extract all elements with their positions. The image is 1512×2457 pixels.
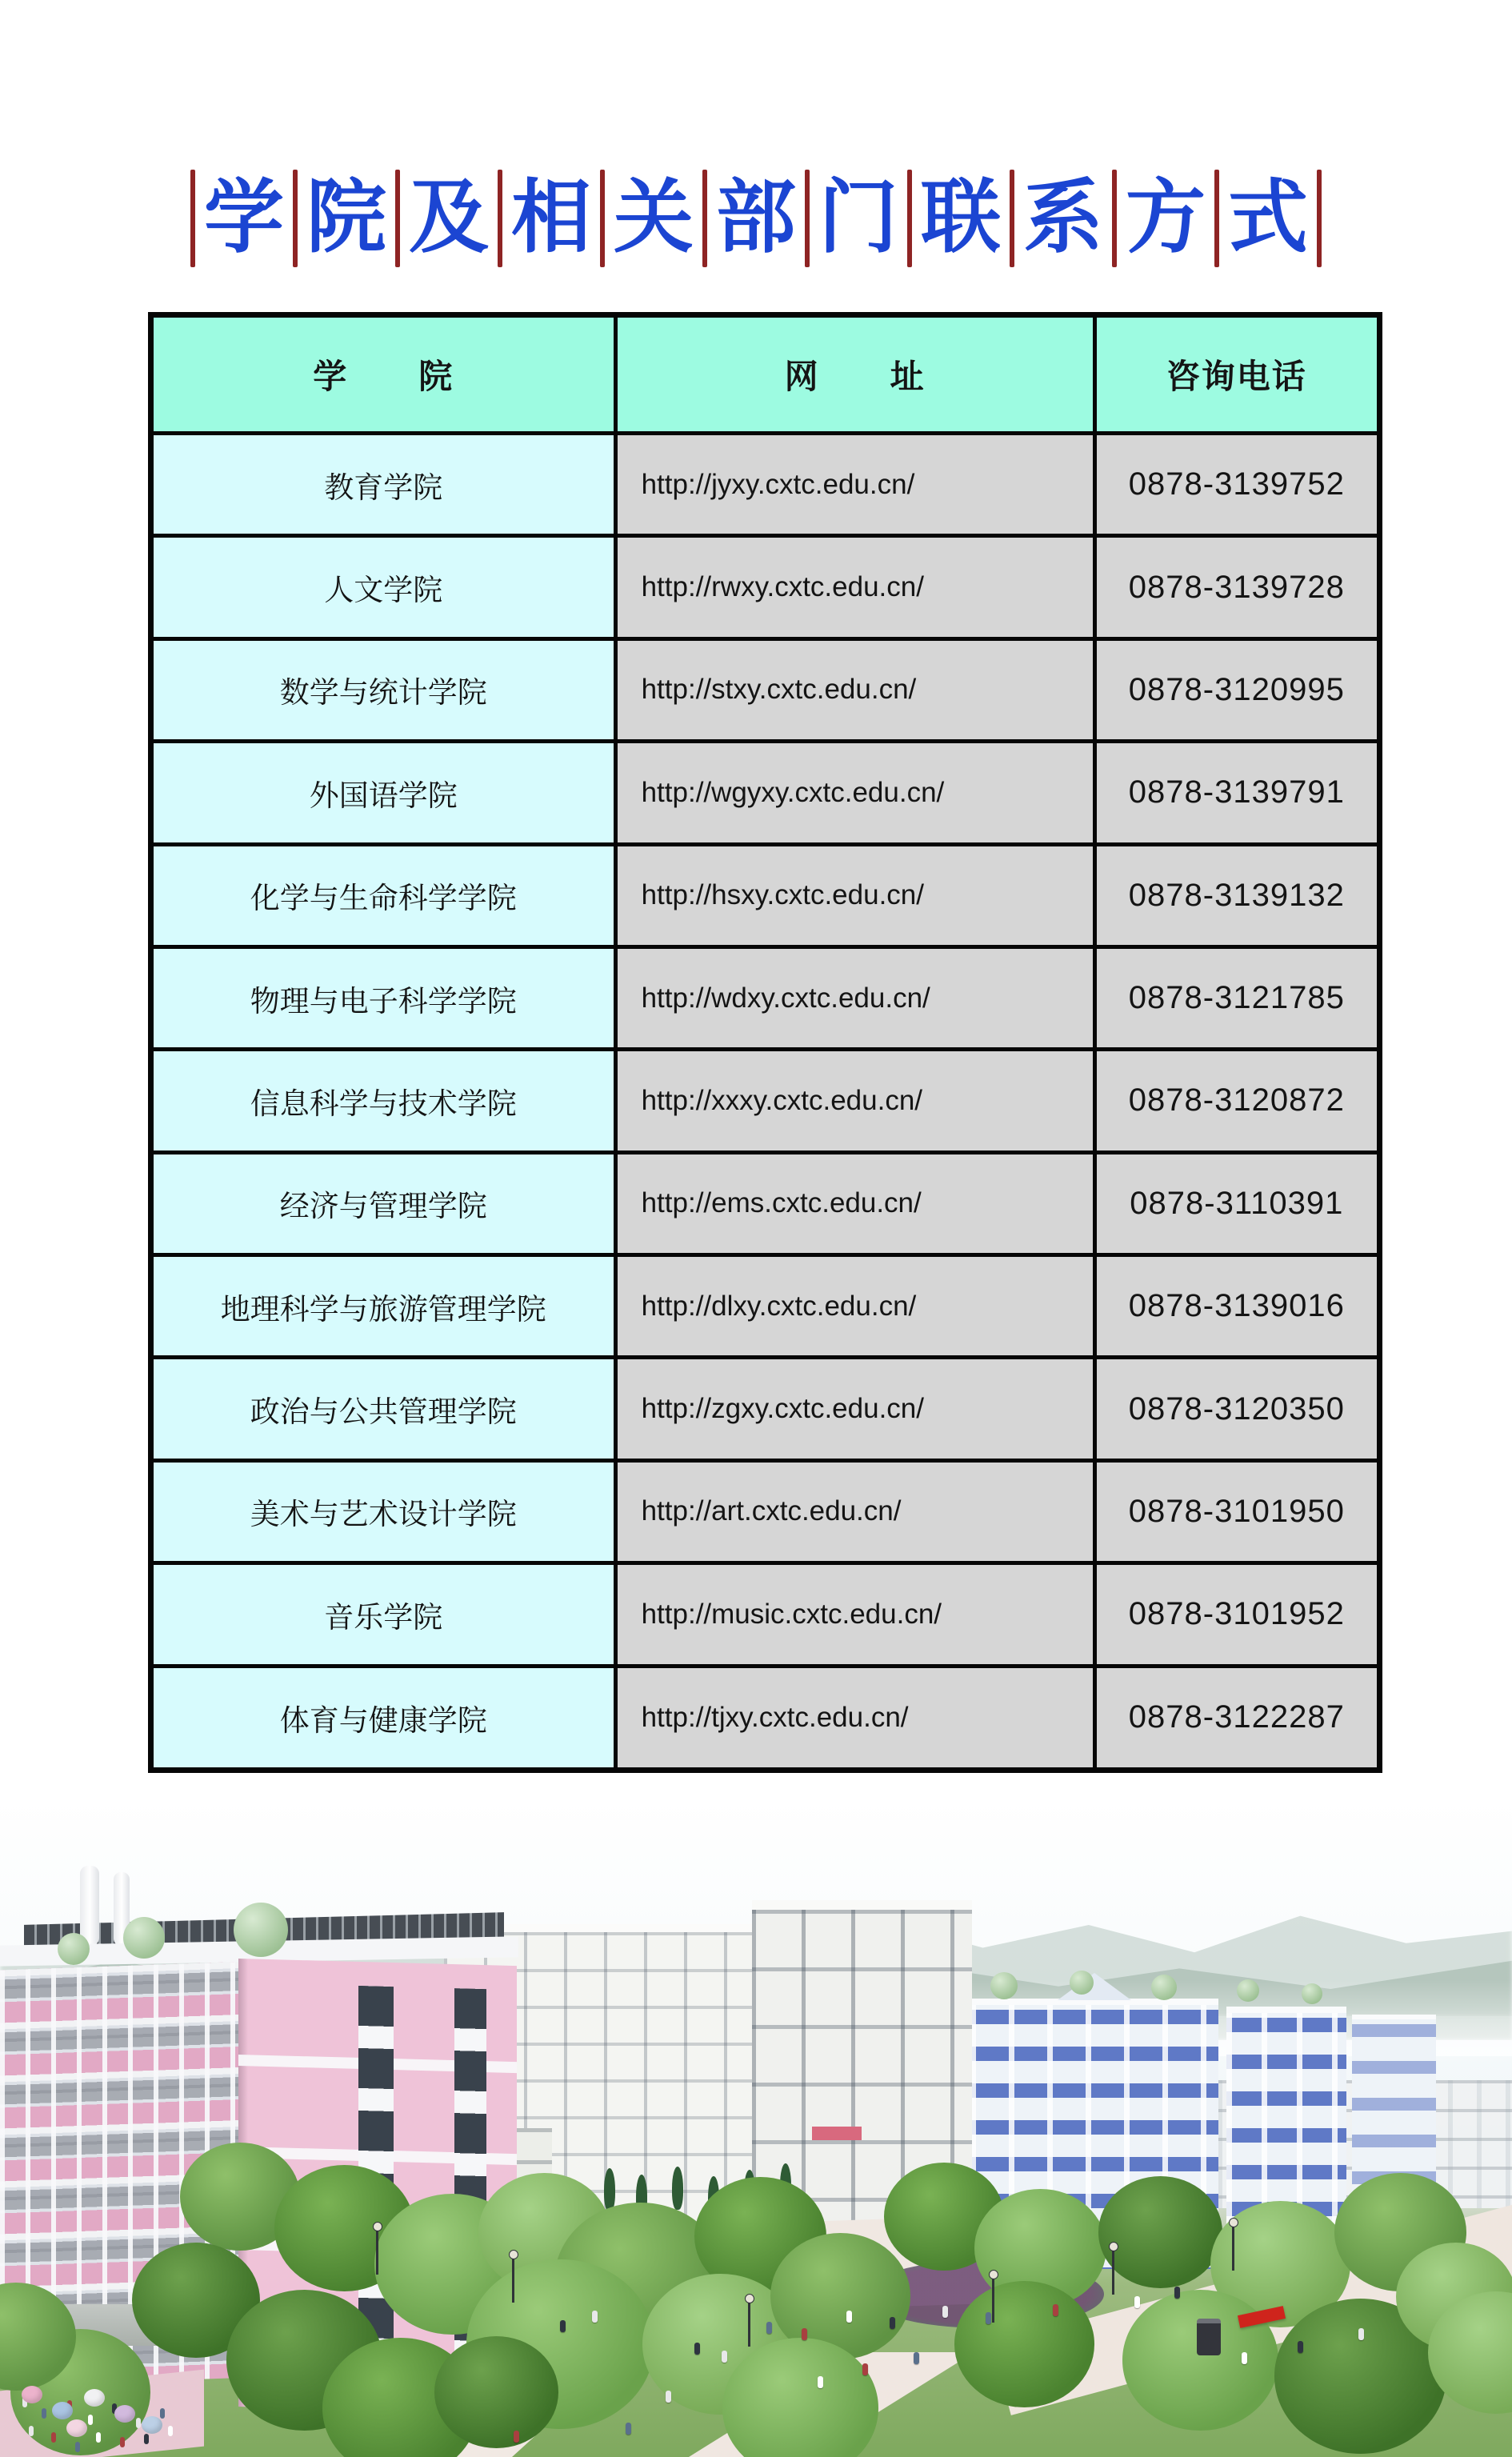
umbrella-icon (84, 2389, 105, 2407)
lamp-post (512, 2256, 514, 2303)
table-row (151, 1666, 1380, 1771)
crowd-person (144, 2434, 149, 2444)
table-row (151, 1152, 1380, 1255)
title-divider (1214, 170, 1219, 267)
person (942, 2306, 948, 2318)
person (560, 2320, 566, 2332)
college-phone: 0878-3101952 (1094, 1563, 1379, 1666)
lamp-head-icon (989, 2270, 998, 2279)
person (890, 2317, 895, 2329)
person (1242, 2352, 1247, 2364)
lamp-head-icon (373, 2222, 382, 2231)
title-divider (1010, 170, 1014, 267)
crowd-person (120, 2437, 125, 2447)
college-website: http://hsxy.cxtc.edu.cn/ (615, 844, 1094, 946)
title-character: 门 (818, 174, 898, 262)
contact-table (148, 312, 1382, 1773)
college-website: http://ems.cxtc.edu.cn/ (615, 1152, 1094, 1255)
person (592, 2311, 598, 2323)
title-character: 关 (614, 174, 694, 262)
college-phone: 0878-3121785 (1094, 946, 1379, 1049)
title-character: 相 (511, 174, 591, 262)
college-phone: 0878-3120350 (1094, 1358, 1379, 1460)
table-header-row (151, 315, 1380, 434)
crowd-person (88, 2415, 93, 2425)
table-row (151, 434, 1380, 536)
water-tank-sphere-icon (234, 1903, 288, 1957)
title-character: 联 (921, 174, 1001, 262)
table-row (151, 1050, 1380, 1152)
title-divider (805, 170, 810, 267)
col-header-college: 学 院 (151, 315, 616, 434)
photo-entrance-sign (812, 2127, 862, 2140)
crowd-person (75, 2442, 80, 2452)
college-website: http://wgyxy.cxtc.edu.cn/ (615, 742, 1094, 844)
college-website: http://music.cxtc.edu.cn/ (615, 1563, 1094, 1666)
title-character: 院 (306, 174, 386, 262)
title-character: 式 (1228, 174, 1308, 262)
person (1174, 2287, 1180, 2299)
college-website: http://tjxy.cxtc.edu.cn/ (615, 1666, 1094, 1771)
college-website: http://art.cxtc.edu.cn/ (615, 1460, 1094, 1563)
person (766, 2322, 772, 2334)
title-divider (600, 170, 605, 267)
college-phone: 0878-3139791 (1094, 742, 1379, 844)
college-phone: 0878-3122287 (1094, 1666, 1379, 1771)
title-divider (395, 170, 400, 267)
college-website: http://rwxy.cxtc.edu.cn/ (615, 536, 1094, 638)
college-phone: 0878-3139752 (1094, 434, 1379, 536)
lamp-post (376, 2228, 378, 2275)
water-tank-sphere-icon (990, 1972, 1018, 1999)
college-name: 信息科学与技术学院 (151, 1050, 616, 1152)
lamp-post (992, 2276, 994, 2323)
person (1358, 2328, 1364, 2340)
person (694, 2343, 700, 2355)
person (818, 2376, 823, 2388)
college-website: http://jyxy.cxtc.edu.cn/ (615, 434, 1094, 536)
college-phone: 0878-3139132 (1094, 844, 1379, 946)
lamp-head-icon (1229, 2218, 1238, 2227)
lamp-post (748, 2300, 750, 2347)
photo-roof-pediment (1058, 1973, 1131, 2000)
crowd-person (160, 2408, 165, 2419)
crowd-person (168, 2426, 173, 2436)
title-character: 及 (409, 174, 489, 262)
title-divider (293, 170, 298, 267)
crowd-person (29, 2426, 34, 2436)
table-row (151, 536, 1380, 638)
tree (1098, 2176, 1222, 2288)
table-row (151, 844, 1380, 946)
photo-top-fade (0, 1792, 1512, 1848)
crowd-person (96, 2432, 101, 2443)
table-row (151, 1255, 1380, 1358)
college-name: 地理科学与旅游管理学院 (151, 1255, 616, 1358)
umbrella-icon (114, 2405, 135, 2423)
college-website: http://dlxy.cxtc.edu.cn/ (615, 1255, 1094, 1358)
college-name: 音乐学院 (151, 1563, 616, 1666)
title-divider (702, 170, 707, 267)
table-row (151, 1460, 1380, 1563)
person (666, 2391, 671, 2403)
title-divider (1317, 170, 1322, 267)
title-character: 系 (1023, 174, 1103, 262)
crowd-person (136, 2418, 141, 2428)
crowd-person (42, 2408, 46, 2419)
college-website: http://wdxy.cxtc.edu.cn/ (615, 946, 1094, 1049)
crowd-person (51, 2432, 56, 2443)
photo-small-vehicle (1197, 2319, 1221, 2355)
college-phone: 0878-3101950 (1094, 1460, 1379, 1563)
table-row (151, 946, 1380, 1049)
title-character: 方 (1126, 174, 1206, 262)
water-tank-sphere-icon (1237, 1979, 1259, 2002)
person (986, 2312, 991, 2324)
person (722, 2351, 727, 2363)
lamp-head-icon (745, 2294, 754, 2303)
person (846, 2311, 852, 2323)
college-phone: 0878-3139016 (1094, 1255, 1379, 1358)
title-divider (907, 170, 912, 267)
person (914, 2352, 919, 2364)
title-character: 学 (204, 174, 284, 262)
college-phone: 0878-3139728 (1094, 536, 1379, 638)
campus-photo (0, 1792, 1512, 2457)
title-character: 部 (716, 174, 796, 262)
tree (954, 2281, 1094, 2407)
person (802, 2328, 807, 2340)
umbrella-icon (52, 2402, 73, 2419)
photo-roof-cylinder (80, 1866, 99, 1946)
college-name: 外国语学院 (151, 742, 616, 844)
title-divider (190, 170, 195, 267)
title-divider (498, 170, 502, 267)
college-website: http://zgxy.cxtc.edu.cn/ (615, 1358, 1094, 1460)
person (862, 2363, 868, 2375)
college-website: http://stxy.cxtc.edu.cn/ (615, 638, 1094, 741)
college-name: 体育与健康学院 (151, 1666, 616, 1771)
title-divider (1112, 170, 1117, 267)
college-phone: 0878-3120995 (1094, 638, 1379, 741)
water-tank-sphere-icon (1302, 1983, 1322, 2004)
water-tank-sphere-icon (1151, 1975, 1177, 2000)
table-row (151, 1358, 1380, 1460)
umbrella-icon (22, 2386, 42, 2403)
college-name: 政治与公共管理学院 (151, 1358, 616, 1460)
college-name: 人文学院 (151, 536, 616, 638)
lamp-post (1232, 2224, 1234, 2271)
college-name: 数学与统计学院 (151, 638, 616, 741)
table-row (151, 742, 1380, 844)
lamp-post (1112, 2248, 1114, 2295)
college-website: http://xxxy.cxtc.edu.cn/ (615, 1050, 1094, 1152)
college-name: 物理与电子科学学院 (151, 946, 616, 1049)
person (514, 2431, 519, 2443)
col-header-phone: 咨询电话 (1094, 315, 1379, 434)
person (1134, 2296, 1140, 2308)
page-title (0, 158, 1512, 278)
college-name: 经济与管理学院 (151, 1152, 616, 1255)
water-tank-sphere-icon (123, 1917, 165, 1959)
cypress-tree (604, 2168, 615, 2211)
person (626, 2423, 631, 2435)
water-tank-sphere-icon (1070, 1971, 1094, 1995)
lamp-head-icon (1109, 2242, 1118, 2251)
umbrella-icon (66, 2419, 87, 2437)
table-row (151, 638, 1380, 741)
college-name: 化学与生命科学学院 (151, 844, 616, 946)
lamp-head-icon (509, 2250, 518, 2259)
table-row (151, 1563, 1380, 1666)
water-tank-sphere-icon (58, 1933, 90, 1965)
person (1053, 2304, 1058, 2316)
person (1298, 2341, 1303, 2353)
college-phone: 0878-3110391 (1094, 1152, 1379, 1255)
umbrella-icon (142, 2416, 162, 2434)
college-name: 教育学院 (151, 434, 616, 536)
college-name: 美术与艺术设计学院 (151, 1460, 616, 1563)
cypress-tree (672, 2167, 683, 2210)
col-header-website: 网 址 (615, 315, 1094, 434)
tree (434, 2336, 558, 2448)
college-phone: 0878-3120872 (1094, 1050, 1379, 1152)
